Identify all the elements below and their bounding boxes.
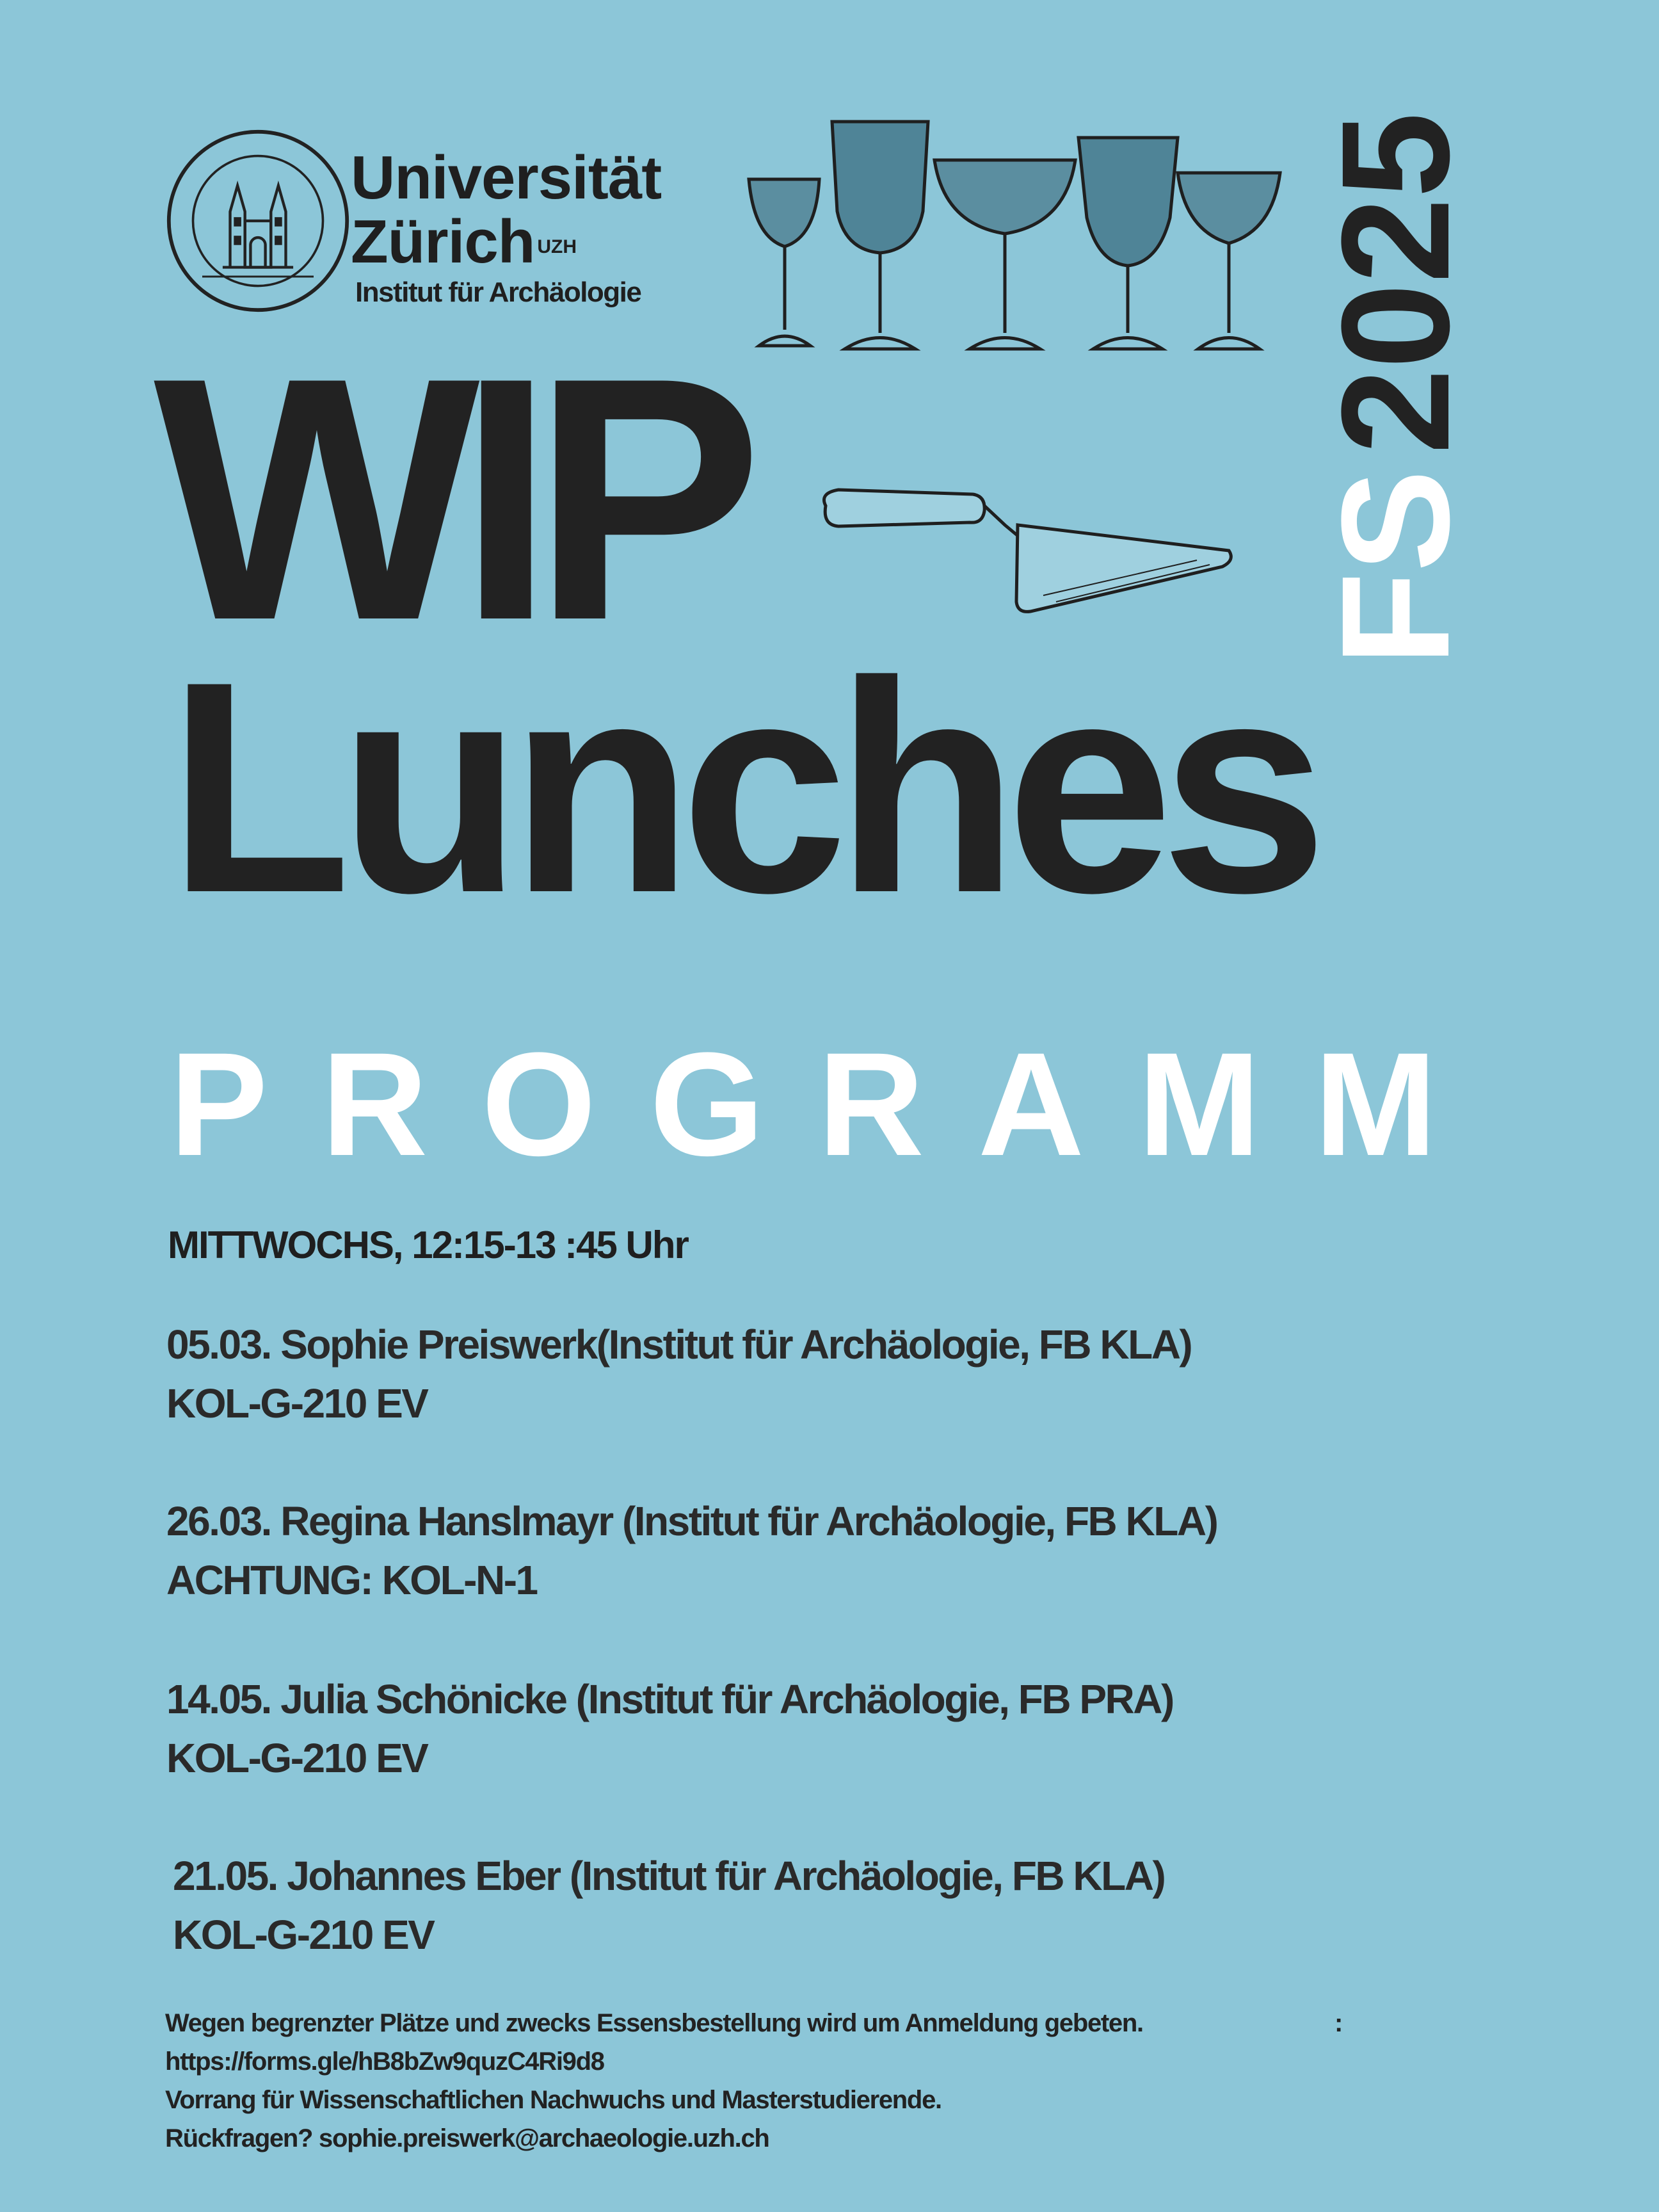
university-name bbox=[351, 143, 662, 276]
wine-glasses-illustration bbox=[742, 115, 1286, 359]
glass-icon bbox=[832, 122, 928, 349]
programm-letter: O bbox=[481, 1022, 597, 1186]
semester-prefix: FS bbox=[1310, 469, 1481, 666]
talk-title: 14.05. Julia Schönicke (Institut für Archäologie, FB PRA) bbox=[166, 1676, 1173, 1722]
programm-letter: M bbox=[1137, 1022, 1261, 1186]
title-wip: WIP bbox=[154, 306, 741, 692]
programm-letter: G bbox=[650, 1022, 765, 1186]
programm-heading bbox=[170, 1022, 1437, 1186]
programm-letter: P bbox=[170, 1022, 268, 1186]
talk-room: KOL-G-210 EV bbox=[166, 1735, 428, 1781]
talk-room: KOL-G-210 EV bbox=[166, 1380, 428, 1426]
talk-title: 26.03. Regina Hanslmayr (Institut für Archäologie, FB KLA) bbox=[166, 1498, 1217, 1544]
university-line1: Universität bbox=[351, 143, 662, 212]
glass-icon bbox=[749, 179, 819, 346]
uzh-seal-icon bbox=[165, 128, 351, 314]
glass-icon bbox=[1078, 138, 1178, 349]
glass-icon bbox=[1178, 173, 1280, 349]
programm-letter: R bbox=[321, 1022, 428, 1186]
registration-note: Wegen begrenzter Plätze und zwecks Essensbestellung wird um Anmeldung gebeten. bbox=[165, 2009, 1143, 2037]
university-abbrev: UZH bbox=[537, 236, 577, 257]
footer-notes bbox=[165, 2004, 1143, 2158]
semester-label bbox=[1310, 112, 1481, 666]
talk-room: ACHTUNG: KOL-N-1 bbox=[166, 1557, 537, 1603]
talk-title: 05.03. Sophie Preiswerk(Institut für Archäologie, FB KLA) bbox=[166, 1321, 1192, 1368]
contact-email[interactable]: Rückfragen? sophie.preiswerk@archaeologie.uzh.ch bbox=[165, 2124, 769, 2152]
talk-title: 21.05. Johannes Eber (Institut für Archäologie, FB KLA) bbox=[173, 1853, 1165, 1899]
priority-note: Vorrang für Wissenschaftlichen Nachwuchs und Masterstudierende. bbox=[165, 2086, 942, 2114]
trowel-icon bbox=[813, 480, 1242, 627]
footer-colon: : bbox=[1334, 2009, 1343, 2037]
university-line2: Zürich $^{UZH}$ bbox=[351, 207, 577, 276]
programm-letter: A bbox=[977, 1022, 1085, 1186]
institute-name: Institut für Archäologie bbox=[355, 277, 641, 308]
talk-entry bbox=[166, 1315, 1191, 1433]
registration-link[interactable]: https://forms.gle/hB8bZw9quzC4Ri9d8 bbox=[165, 2047, 604, 2076]
talk-entry bbox=[166, 1492, 1217, 1610]
schedule-time: MITTWOCHS, 12:15-13 :45 Uhr bbox=[168, 1223, 688, 1266]
semester-year: 2025 bbox=[1310, 112, 1481, 455]
talk-entry bbox=[166, 1670, 1173, 1788]
talk-entry bbox=[173, 1846, 1164, 1964]
talk-room: KOL-G-210 EV bbox=[173, 1912, 434, 1958]
title-lunches: Lunches bbox=[168, 619, 1315, 955]
programm-letter: R bbox=[817, 1022, 925, 1186]
glass-icon bbox=[934, 160, 1075, 349]
programm-letter: M bbox=[1314, 1022, 1437, 1186]
